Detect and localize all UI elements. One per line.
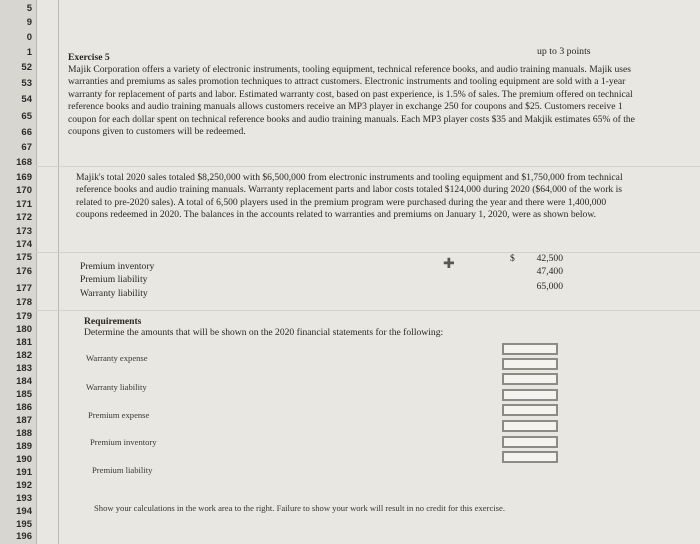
plus-cursor-icon: ✚ — [443, 256, 455, 272]
row-number[interactable]: 52 — [21, 62, 32, 73]
balance-label-premium-liability: Premium liability — [80, 274, 148, 285]
row-number[interactable]: 188 — [16, 428, 32, 439]
row-number[interactable]: 67 — [21, 142, 32, 153]
row-number[interactable]: 193 — [16, 493, 32, 504]
balance-label-warranty-liability: Warranty liability — [80, 288, 148, 299]
row-number[interactable]: 195 — [16, 519, 32, 530]
row-number[interactable]: 179 — [16, 311, 32, 322]
exercise-data-paragraph: Majik's total 2020 sales totaled $8,250,000 with $6,500,000 from electronic instruments and tooling equipment and $1,750,000 from technical reference books and audio training manuals. Warranty replacement parts and labor costs totaled $124,000 during 2020 ($64,000 of the work is related to pre-2020 sales). A total of 6,500 players used in the premium program were purchased during the year and there were 1,400,000 coupons redeemed in 2020. The balances in the accounts related to warranties and premiums on January 1, 2020, were as shown below. — [76, 172, 623, 221]
req-label-premium-liability: Premium liability — [92, 465, 153, 475]
answer-box-premium-liability-a[interactable] — [502, 436, 558, 448]
row-number[interactable]: 187 — [16, 415, 32, 426]
row-number[interactable]: 1 — [26, 47, 32, 58]
row-number[interactable]: 177 — [16, 283, 32, 294]
balance-value-premium-inventory[interactable]: 42,500 — [536, 253, 563, 264]
row-number[interactable]: 192 — [16, 480, 32, 491]
requirements-instruction: Determine the amounts that will be shown on the 2020 financial statements for the following: — [84, 327, 444, 338]
answer-box-premium-inventory[interactable] — [502, 420, 558, 432]
row-number[interactable]: 185 — [16, 389, 32, 400]
row-number[interactable]: 183 — [16, 363, 32, 374]
row-number[interactable]: 53 — [21, 78, 32, 89]
row-number[interactable]: 168 — [16, 157, 32, 168]
row-number[interactable]: 173 — [16, 226, 32, 237]
row-number[interactable]: 196 — [16, 531, 32, 542]
points-label: up to 3 points — [537, 46, 591, 57]
row-number[interactable]: 190 — [16, 454, 32, 465]
req-label-premium-expense: Premium expense — [88, 410, 150, 420]
row-number[interactable]: 176 — [16, 266, 32, 277]
row-number[interactable]: 175 — [16, 252, 32, 263]
exercise-description: Majik Corporation offers a variety of electronic instruments, tooling equipment, technical reference books, and audio training manuals. Majik uses warranties and premiums as sales promotion techniques to attract customers. Electronic instruments and tooling equipment are sold with a 1-year warranty for replacement of parts and labor. Estimated warranty cost, based on past experience, is 1.5% of sales. The premium offered on technical reference books and audio training manuals allows customers receive an MP3 player in exchange 250 for coupons and $25. Customers receive 1 coupon for each dollar spent on technical reference books and audio training manuals. Each MP3 player costs $35 and Makjik estimates 65% of the coupons given to customers will be redeemed. — [68, 64, 635, 138]
row-number[interactable]: 180 — [16, 324, 32, 335]
answer-box-premium-expense[interactable] — [502, 389, 558, 401]
req-label-premium-inventory: Premium inventory — [90, 437, 157, 447]
row-number[interactable]: 191 — [16, 467, 32, 478]
row-number[interactable]: 0 — [26, 32, 32, 43]
balance-value-premium-liability[interactable]: 47,400 — [536, 266, 563, 277]
row-number[interactable]: 54 — [21, 94, 32, 105]
row-number[interactable]: 189 — [16, 441, 32, 452]
answer-box-premium-expense-a[interactable] — [502, 373, 558, 385]
row-number[interactable]: 174 — [16, 239, 32, 250]
work-area-note: Show your calculations in the work area to the right. Failure to show your work will result in no credit for this exercise. — [94, 503, 505, 513]
balance-label-premium-inventory: Premium inventory — [80, 261, 155, 272]
req-label-warranty-expense: Warranty expense — [86, 353, 148, 363]
req-label-warranty-liability: Warranty liability — [86, 382, 147, 392]
row-number[interactable]: 5 — [26, 3, 32, 14]
row-number[interactable]: 65 — [21, 111, 32, 122]
exercise-title: Exercise 5 — [68, 52, 110, 63]
row-number[interactable]: 171 — [16, 199, 32, 210]
answer-box-premium-inventory-a[interactable] — [502, 404, 558, 416]
balance-value-warranty-liability[interactable]: 65,000 — [536, 281, 563, 292]
currency-symbol: $ — [510, 253, 515, 264]
row-number[interactable]: 181 — [16, 337, 32, 348]
answer-box-premium-liability[interactable] — [502, 451, 558, 463]
row-number[interactable]: 66 — [21, 127, 32, 138]
answer-box-warranty-liability[interactable] — [502, 358, 558, 370]
row-number[interactable]: 9 — [26, 17, 32, 28]
row-number[interactable]: 182 — [16, 350, 32, 361]
row-number[interactable]: 194 — [16, 506, 32, 517]
row-number[interactable]: 184 — [16, 376, 32, 387]
row-number[interactable]: 186 — [16, 402, 32, 413]
worksheet-content — [60, 0, 700, 544]
answer-box-warranty-expense[interactable] — [502, 343, 558, 355]
row-number[interactable]: 178 — [16, 297, 32, 308]
row-number[interactable]: 169 — [16, 172, 32, 183]
column-border — [58, 0, 59, 544]
row-number[interactable]: 172 — [16, 212, 32, 223]
row-header-gutter — [0, 0, 37, 544]
requirements-heading: Requirements — [84, 316, 142, 327]
row-number[interactable]: 170 — [16, 185, 32, 196]
